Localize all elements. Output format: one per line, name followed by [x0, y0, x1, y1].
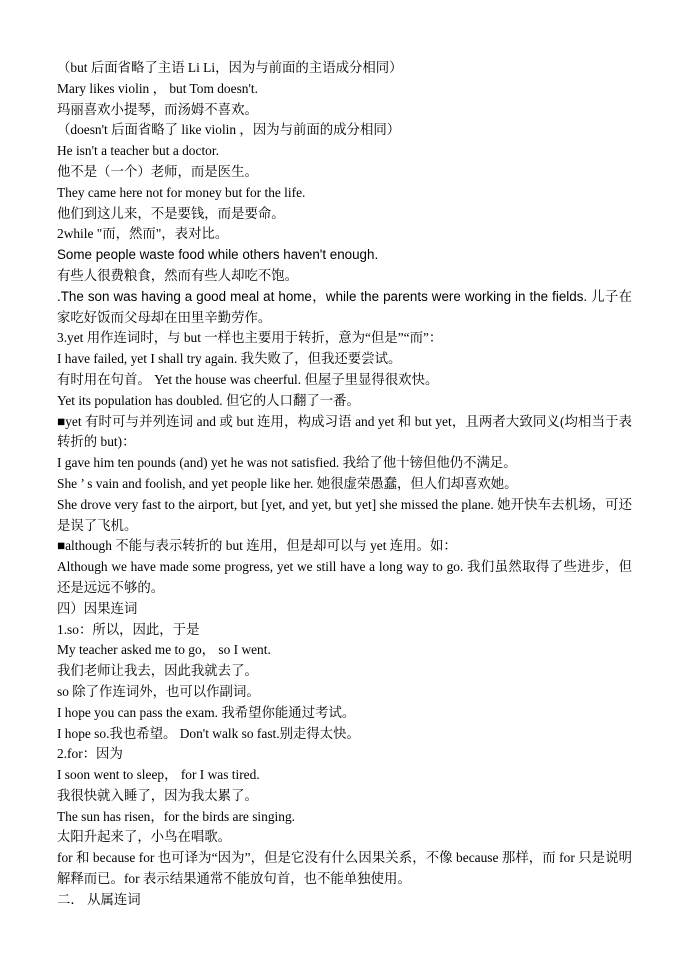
text-paragraph: .The son was having a good meal at home，while the parents were working in the fields. 儿子在家吃好饭而父母却在田里辛勤劳作。	[57, 288, 632, 325]
text-line: 1.so：所以，因此，于是	[57, 621, 200, 637]
text-paragraph: ■yet 有时可与并列连词 and 或 but 连用，构成习语 and yet 和 but yet，且两者大致同义(均相当于表转折的 but)：	[57, 413, 632, 450]
text-line: Some people waste food while others haven't enough.	[57, 247, 379, 263]
text-paragraph: She drove very fast to the airport, but [yet, and yet, but yet] she missed the plane. 她开快车去机场，可还是误了飞机。	[57, 496, 632, 533]
text-line: My teacher asked me to go， so I went.	[57, 642, 271, 658]
text-line: 3.yet 用作连词时，与 but 一样也主要用于转折，意为“但是”“而”：	[57, 330, 443, 346]
text-line: 有时用在句首。 Yet the house was cheerful. 但屋子里显得很欢快。	[57, 371, 439, 387]
section-heading: 四）因果连词	[57, 600, 138, 616]
text-line: I have failed, yet I shall try again. 我失败了，但我还要尝试。	[57, 351, 402, 367]
text-line: She ’ s vain and foolish, and yet people like her. 她很虚荣愚蠢，但人们却喜欢她。	[57, 475, 518, 491]
text-line: Yet its population has doubled. 但它的人口翻了一番。	[57, 392, 360, 408]
text-line: I soon went to sleep， for I was tired.	[57, 767, 260, 783]
text-line: I gave him ten pounds (and) yet he was not satisfied. 我给了他十镑但他仍不满足。	[57, 455, 517, 471]
text-line: Mary likes violin ， but Tom doesn't.	[57, 80, 258, 96]
text-line: I hope you can pass the exam. 我希望你能通过考试。	[57, 704, 356, 720]
text-line: He isn't a teacher but a doctor.	[57, 143, 219, 159]
text-line: I hope so.我也希望。 Don't walk so fast.别走得太快。	[57, 725, 360, 741]
text-line: 他不是（一个）老师，而是医生。	[57, 163, 258, 179]
text-line: 玛丽喜欢小提琴，而汤姆不喜欢。	[57, 101, 258, 117]
text-line: 2while "而，然而"，表对比。	[57, 226, 229, 242]
text-line: 我很快就入睡了，因为我太累了。	[57, 787, 258, 803]
text-line: 2.for：因为	[57, 746, 123, 762]
text-paragraph: Although we have made some progress, yet we still have a long way to go. 我们虽然取得了些进步，但还是远远不够的。	[57, 559, 632, 595]
text-line: （but 后面省略了主语 Li Li，因为与前面的主语成分相同）	[57, 60, 403, 75]
text-line: ■although 不能与表示转折的 but 连用，但是却可以与 yet 连用。如：	[57, 538, 457, 554]
text-line: 太阳升起来了，小鸟在唱歌。	[57, 829, 232, 845]
section-heading: 二． 从属连词	[57, 891, 141, 907]
text-paragraph: for 和 because for 也可译为“因为”，但是它没有什么因果关系，不像 because 那样，而 for 只是说明解释而已。for 表示结果通常不能放句首，也不能单独使用。	[57, 850, 632, 887]
text-line: They came here not for money but for the life.	[57, 184, 306, 200]
text-line: 他们到这儿来，不是要钱，而是要命。	[57, 205, 285, 221]
text-line: so 除了作连词外，也可以作副词。	[57, 683, 260, 699]
text-line: The sun has risen，for the birds are singing.	[57, 808, 296, 824]
text-line: 有些人很费粮食，然而有些人却吃不饱。	[57, 267, 299, 283]
text-line: （doesn't 后面省略了 like violin ，因为与前面的成分相同）	[57, 122, 401, 138]
text-line: 我们老师让我去，因此我就去了。	[57, 663, 258, 679]
